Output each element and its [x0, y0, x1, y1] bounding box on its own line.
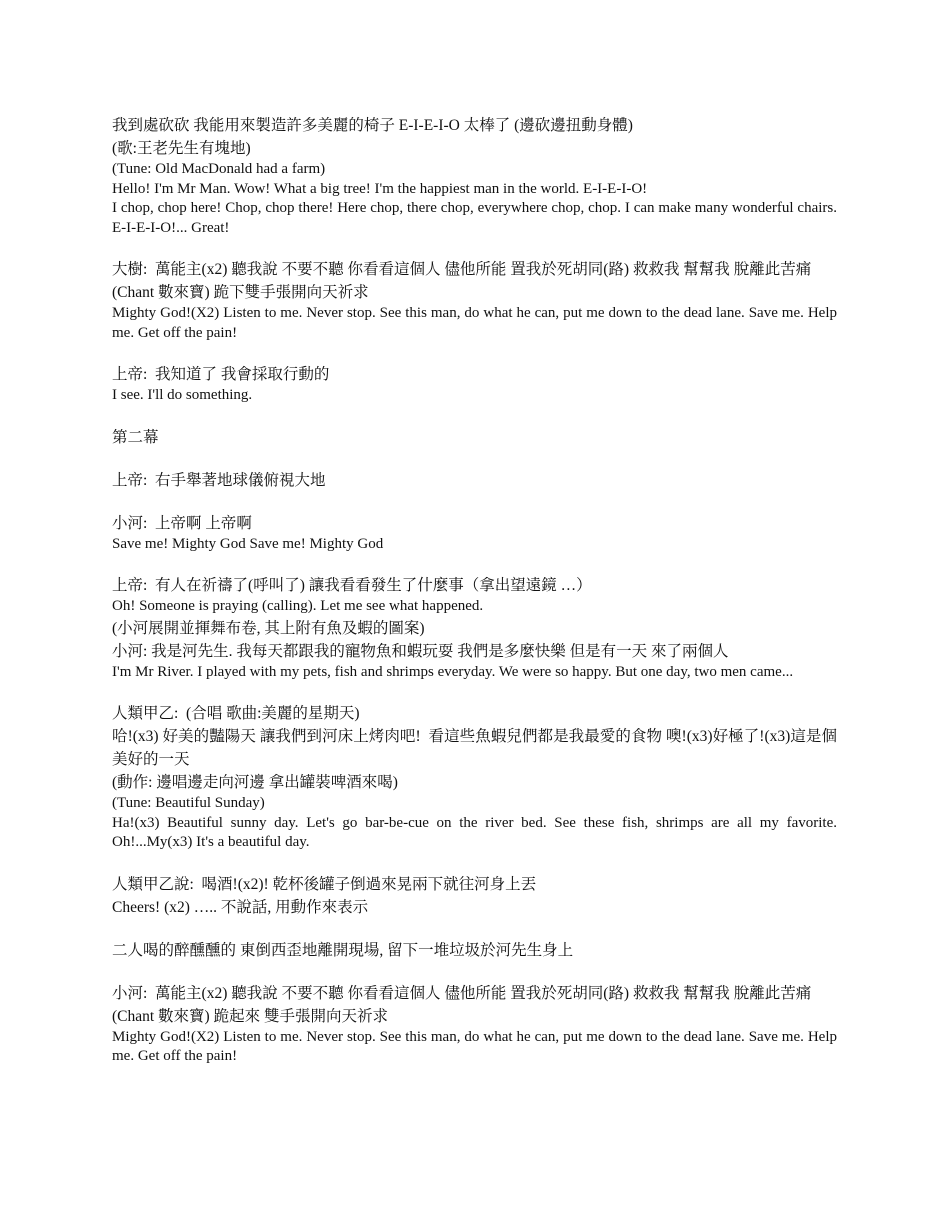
- script-block: [112, 982, 841, 1067]
- block-spacer: [112, 853, 837, 873]
- script-line: Oh! Someone is praying (calling). Let me see what happened.: [112, 598, 484, 614]
- script-line: (歌:王老先生有塊地): [112, 140, 251, 157]
- script-line: 人類甲乙說: 喝酒!(x2)! 乾杯後罐子倒過來晃兩下就往河身上丟: [112, 875, 537, 893]
- script-line: 小河: 萬能主(x2) 聽我說 不要不聽 你看看這個人 儘他所能 置我於死胡同(路) 救救我 幫幫我 脫離此苦痛: [112, 984, 812, 1002]
- script-block: [112, 512, 837, 555]
- block-spacer: [112, 919, 837, 939]
- script-line: 小河: 我是河先生. 我每天都跟我的寵物魚和蝦玩耍 我們是多麼快樂 但是有一天 來了兩個人: [112, 642, 729, 660]
- script-line: (動作: 邊唱邊走向河邊 拿出罐裝啤酒來喝): [112, 774, 398, 791]
- script-line: Ha!(x3) Beautiful sunny day. Let's go bar-be-cue on the river bed. See these fish, shrimps are all my favorite. Oh!...My(x3) It's a beautiful day.: [112, 814, 841, 850]
- script-block: [112, 114, 841, 238]
- script-line: I chop, chop here! Chop, chop there! Here chop, there chop, everywhere chop, chop. I can make many wonderful chairs. E-I-E-I-O!... Great!: [112, 200, 841, 236]
- script-line: (Tune: Beautiful Sunday): [112, 795, 265, 811]
- block-spacer: [112, 406, 837, 426]
- script-line: 上帝: 有人在祈禱了(呼叫了) 讓我看看發生了什麼事（拿出望遠鏡 …）: [112, 577, 592, 594]
- script-block: [112, 363, 837, 406]
- script-block: [112, 873, 837, 919]
- script-line: 人類甲乙: (合唱 歌曲:美麗的星期天): [112, 705, 360, 722]
- block-spacer: [112, 492, 837, 512]
- script-block: [112, 574, 837, 682]
- script-line: Mighty God!(X2) Listen to me. Never stop. See this man, do what he can, put me down to the dead lane. Save me. Help me. Get off the pain!: [112, 1028, 841, 1064]
- script-block: [112, 426, 837, 449]
- script-block: [112, 258, 841, 343]
- block-spacer: [112, 343, 837, 363]
- script-line: 上帝: 我知道了 我會採取行動的: [112, 366, 330, 383]
- script-line: (Tune: Old MacDonald had a farm): [112, 161, 326, 177]
- script-line: 二人喝的醉醺醺的 東倒西歪地離開現場, 留下一堆垃圾於河先生身上: [112, 941, 574, 959]
- block-spacer: [112, 682, 837, 702]
- block-spacer: [112, 962, 837, 982]
- script-line: Hello! I'm Mr Man. Wow! What a big tree! I'm the happiest man in the world. E-I-E-I-O!: [112, 180, 648, 197]
- script-line: I'm Mr River. I played with my pets, fish and shrimps everyday. We were so happy. But one day, two men came...: [112, 663, 794, 680]
- script-line: Mighty God!(X2) Listen to me. Never stop. See this man, do what he can, put me down to the dead lane. Save me. Help me. Get off the pain!: [112, 305, 841, 341]
- script-block: [112, 469, 837, 492]
- script-line: (Chant 數來寶) 跪起來 雙手張開向天祈求: [112, 1007, 388, 1025]
- script-line: 第二幕: [112, 428, 159, 446]
- script-line: 我到處砍砍 我能用來製造許多美麗的椅子 E-I-E-I-O 太棒了 (邊砍邊扭動身體): [112, 117, 633, 134]
- script-line: I see. I'll do something.: [112, 387, 253, 403]
- block-spacer: [112, 238, 837, 258]
- script-block: [112, 939, 837, 962]
- script-block: [112, 702, 841, 853]
- script-line: 哈!(x3) 好美的豔陽天 讓我們到河床上烤肉吧! 看這些魚蝦兒們都是我最愛的食物 噢!(x3)好極了!(x3)這是個美好的一天: [112, 728, 837, 768]
- script-line: Cheers! (x2) ….. 不說話, 用動作來表示: [112, 898, 369, 916]
- script-line: (小河展開並揮舞布卷, 其上附有魚及蝦的圖案): [112, 619, 425, 637]
- script-line: (Chant 數來寶) 跪下雙手張開向天祈求: [112, 284, 369, 301]
- script-line: 上帝: 右手舉著地球儀俯視大地: [112, 471, 326, 489]
- script-line: Save me! Mighty God Save me! Mighty God: [112, 535, 384, 552]
- script-line: 大樹: 萬能主(x2) 聽我說 不要不聽 你看看這個人 儘他所能 置我於死胡同(路) 救救我 幫幫我 脫離此苦痛: [112, 261, 812, 278]
- script-page: [112, 114, 841, 1067]
- block-spacer: [112, 449, 837, 469]
- block-spacer: [112, 554, 837, 574]
- script-line: 小河: 上帝啊 上帝啊: [112, 514, 252, 532]
